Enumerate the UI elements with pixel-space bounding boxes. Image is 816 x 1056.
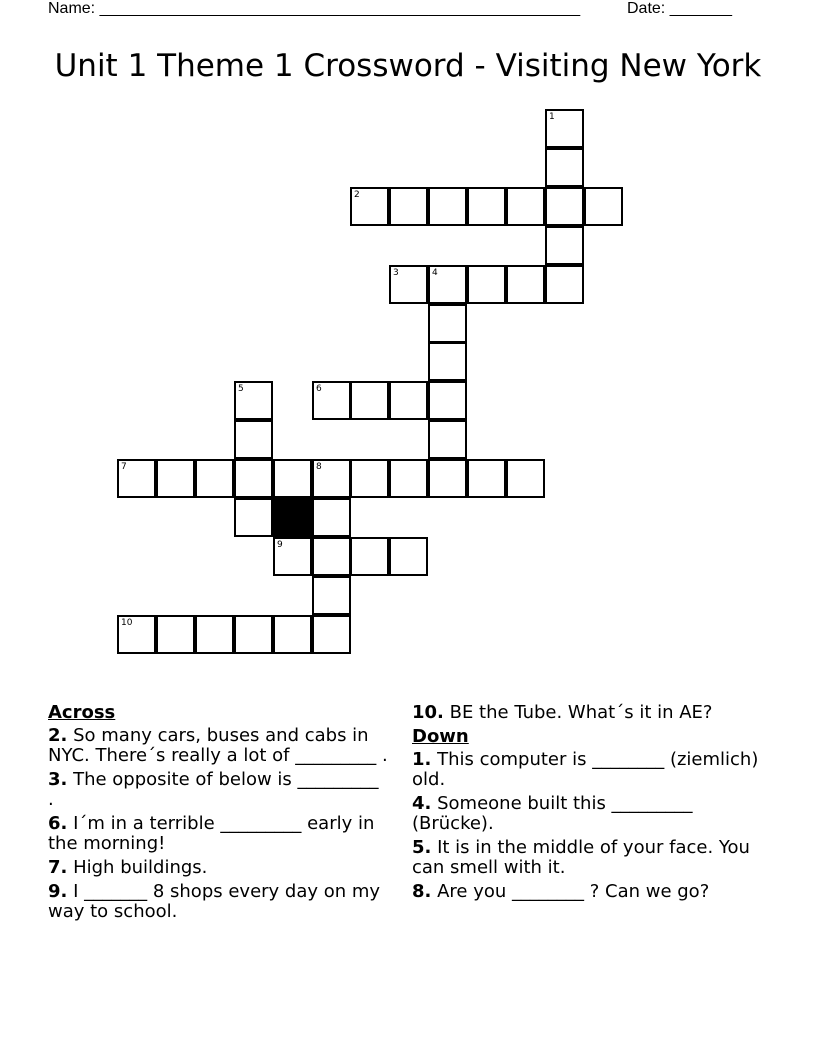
clue-number: 4. [412,793,432,814]
clue-across-7 [48,858,388,878]
cell-number: 5 [238,384,244,394]
clue-number: 10. [412,702,444,723]
clue-text: It is in the middle of your face. You can smell with it. [412,837,750,878]
clue-text: This computer is ________ (ziemlich) old. [412,749,759,790]
crossword-cell[interactable] [273,615,312,654]
crossword-cell[interactable] [467,187,506,226]
clue-number: 7. [48,857,68,878]
crossword-cell[interactable] [117,615,156,654]
crossword-cell[interactable] [428,459,467,498]
crossword-cell[interactable] [584,187,623,226]
crossword-cell[interactable] [234,420,273,459]
clue-number: 2. [48,725,68,746]
crossword-cell[interactable] [117,459,156,498]
cell-number: 9 [277,540,283,550]
crossword-cell[interactable] [428,342,467,381]
clue-across-9 [48,882,388,922]
cell-number: 7 [121,462,127,472]
crossword-cell[interactable] [428,265,467,304]
crossword-cell[interactable] [428,420,467,459]
clue-down-5 [412,838,772,878]
crossword-cell[interactable] [545,109,584,148]
crossword-cell[interactable] [234,381,273,420]
crossword-cell[interactable] [389,187,428,226]
clue-text: Are you ________ ? Can we go? [431,881,710,902]
crossword-cell[interactable] [467,459,506,498]
clue-down-8 [412,882,772,902]
clue-text: I _______ 8 shops every day on my way to school. [48,881,381,922]
crossword-cell[interactable] [506,187,545,226]
clue-text: Someone built this _________ (Brücke). [412,793,693,834]
crossword-cell[interactable] [545,148,584,187]
clue-number: 6. [48,813,68,834]
clue-text: So many cars, buses and cabs in NYC. There´s really a lot of _________ . [48,725,388,766]
crossword-cell[interactable] [350,381,389,420]
cell-number: 4 [432,268,438,278]
clue-across-10 [412,703,772,723]
cell-number: 3 [393,268,399,278]
crossword-cell[interactable] [389,459,428,498]
crossword-cell[interactable] [273,459,312,498]
crossword-cell[interactable] [467,265,506,304]
clue-number: 3. [48,769,68,790]
clue-text: I´m in a terrible _________ early in the morning! [48,813,375,854]
clue-down-4 [412,794,772,834]
crossword-cell[interactable] [312,576,351,615]
crossword-cell[interactable] [545,265,584,304]
crossword-cell[interactable] [350,537,389,576]
crossword-cell[interactable] [389,537,428,576]
crossword-cell[interactable] [156,615,195,654]
crossword-cell[interactable] [428,187,467,226]
cell-number: 1 [549,112,555,122]
down-heading: Down [412,726,469,747]
clue-down-1 [412,750,772,790]
date-field-label: Date: _______ [627,0,732,17]
crossword-cell[interactable] [545,187,584,226]
cell-number: 6 [316,384,322,394]
crossword-cell[interactable] [312,498,351,537]
crossword-cell[interactable] [506,459,545,498]
crossword-cell[interactable] [506,265,545,304]
cell-number: 10 [121,618,133,628]
crossword-cell[interactable] [312,381,351,420]
name-field-label: Name: ______________________________________________________ [48,0,581,17]
page-title: Unit 1 Theme 1 Crossword - Visiting New York [54,48,762,84]
clue-number: 1. [412,749,432,770]
clue-across-3 [48,770,388,810]
crossword-cell[interactable] [312,615,351,654]
clue-number: 8. [412,881,432,902]
clues-column-right [412,703,772,906]
crossword-cell[interactable] [312,459,351,498]
clue-number: 9. [48,881,68,902]
clue-text: The opposite of below is _________ . [48,769,379,810]
crossword-cell[interactable] [273,537,312,576]
crossword-cell[interactable] [350,187,389,226]
cell-number: 2 [354,190,360,200]
cell-number: 8 [316,462,322,472]
black-square [273,498,312,537]
crossword-cell[interactable] [428,304,467,343]
crossword-cell[interactable] [389,265,428,304]
crossword-cell[interactable] [545,226,584,265]
crossword-cell[interactable] [350,459,389,498]
crossword-cell[interactable] [428,381,467,420]
crossword-cell[interactable] [389,381,428,420]
clue-across-6 [48,814,388,854]
clue-text: High buildings. [67,857,208,878]
clue-text: BE the Tube. What´s it in AE? [443,702,713,723]
clue-number: 5. [412,837,432,858]
crossword-cell[interactable] [312,537,351,576]
crossword-cell[interactable] [234,615,273,654]
clues-column-left [48,703,388,926]
crossword-cell[interactable] [234,498,273,537]
crossword-cell[interactable] [195,615,234,654]
crossword-cell[interactable] [156,459,195,498]
crossword-cell[interactable] [195,459,234,498]
crossword-cell[interactable] [234,459,273,498]
clue-across-2 [48,726,388,766]
across-heading: Across [48,702,116,723]
